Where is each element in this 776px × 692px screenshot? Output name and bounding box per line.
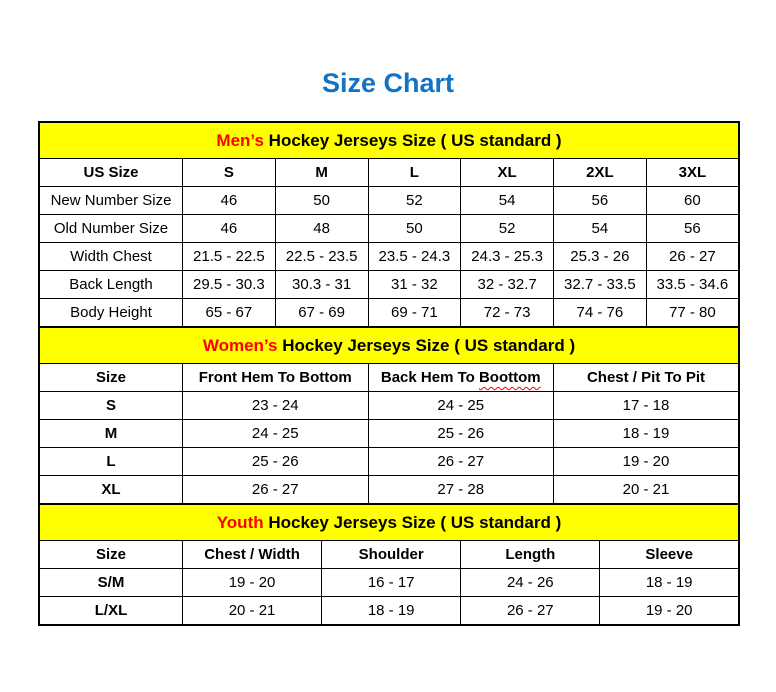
youth-column-header: Size [39,541,183,569]
size-cell: 26 - 27 [461,597,600,626]
youth-header-row [39,541,739,569]
size-cell: 18 - 19 [322,597,461,626]
mens-table-row [39,271,739,299]
youth-table-row [39,569,739,597]
size-cell: 24 - 26 [461,569,600,597]
mens-column-header: 2XL [554,159,647,187]
size-cell: 20 - 21 [554,476,740,505]
mens-heading-rest: Hockey Jerseys Size ( US standard ) [263,130,562,150]
womens-table-row [39,420,739,448]
size-cell: 32 - 32.7 [461,271,554,299]
youth-column-header: Shoulder [322,541,461,569]
youth-column-header: Chest / Width [183,541,322,569]
size-cell: 32.7 - 33.5 [554,271,647,299]
size-cell: 52 [461,215,554,243]
mens-size-table [38,121,740,328]
size-cell: 25 - 26 [183,448,369,476]
size-cell: 25.3 - 26 [554,243,647,271]
row-label: Body Height [39,299,183,328]
size-cell: 23.5 - 24.3 [368,243,461,271]
size-cell: 27 - 28 [368,476,554,505]
size-cell: 69 - 71 [368,299,461,328]
size-cell: 54 [461,187,554,215]
mens-section-heading [39,122,739,159]
mens-table-row [39,187,739,215]
size-cell: 21.5 - 22.5 [183,243,276,271]
mens-column-header: US Size [39,159,183,187]
back-hem-label: Back Hem To [380,369,475,386]
youth-column-header: Sleeve [600,541,739,569]
size-cell: 19 - 20 [183,569,322,597]
size-cell: 26 - 27 [183,476,369,505]
womens-column-header: Size [39,364,183,392]
row-label: Back Length [39,271,183,299]
size-cell: 25 - 26 [368,420,554,448]
row-label: XL [39,476,183,505]
size-cell: 22.5 - 23.5 [275,243,368,271]
size-cell: 31 - 32 [368,271,461,299]
size-cell: 26 - 27 [368,448,554,476]
size-cell: 50 [275,187,368,215]
youth-column-header: Length [461,541,600,569]
womens-header-row [39,364,739,392]
mens-table-row [39,299,739,328]
size-cell: 33.5 - 34.6 [646,271,739,299]
size-cell: 29.5 - 30.3 [183,271,276,299]
womens-section-band [39,327,739,364]
size-cell: 19 - 20 [554,448,740,476]
page-title: Size Chart [321,68,455,98]
row-label: Old Number Size [39,215,183,243]
womens-table-row [39,476,739,505]
row-label: S/M [39,569,183,597]
youth-section-heading [39,504,739,541]
womens-size-table [38,326,740,505]
size-cell: 48 [275,215,368,243]
size-cell: 60 [646,187,739,215]
womens-column-header-back-hem [368,364,554,392]
row-label: M [39,420,183,448]
mens-table-row [39,215,739,243]
size-cell: 77 - 80 [646,299,739,328]
size-chart-page [0,68,776,692]
mens-section-band [39,122,739,159]
size-cell: 23 - 24 [183,392,369,420]
size-cell: 72 - 73 [461,299,554,328]
size-cell: 52 [368,187,461,215]
youth-size-table [38,503,740,626]
size-cell: 46 [183,187,276,215]
size-cell: 67 - 69 [275,299,368,328]
mens-header-row [39,159,739,187]
row-label: New Number Size [39,187,183,215]
row-label: S [39,392,183,420]
misspelled-word: Boottom [478,369,541,386]
mens-column-header: L [368,159,461,187]
size-cell: 18 - 19 [600,569,739,597]
size-cell: 56 [554,187,647,215]
youth-heading-highlight: Youth [216,512,264,532]
womens-column-header: Front Hem To Bottom [183,364,369,392]
mens-column-header: XL [461,159,554,187]
size-cell: 46 [183,215,276,243]
youth-table-row [39,597,739,626]
womens-column-header: Chest / Pit To Pit [554,364,740,392]
womens-table-row [39,392,739,420]
mens-table-row [39,243,739,271]
row-label: Width Chest [39,243,183,271]
mens-column-header: M [275,159,368,187]
mens-heading-highlight: Men’s [216,130,264,150]
row-label: L [39,448,183,476]
womens-section-heading [39,327,739,364]
size-cell: 16 - 17 [322,569,461,597]
womens-heading-highlight: Women’s [202,335,278,355]
size-cell: 74 - 76 [554,299,647,328]
youth-section-band [39,504,739,541]
size-cell: 50 [368,215,461,243]
size-cell: 24.3 - 25.3 [461,243,554,271]
womens-heading-rest: Hockey Jerseys Size ( US standard ) [277,335,576,355]
size-cell: 18 - 19 [554,420,740,448]
size-cell: 17 - 18 [554,392,740,420]
size-cell: 24 - 25 [368,392,554,420]
mens-column-header: S [183,159,276,187]
womens-table-row [39,448,739,476]
size-cell: 19 - 20 [600,597,739,626]
size-cell: 56 [646,215,739,243]
youth-heading-rest: Hockey Jerseys Size ( US standard ) [263,512,562,532]
size-cell: 54 [554,215,647,243]
size-cell: 26 - 27 [646,243,739,271]
size-cell: 24 - 25 [183,420,369,448]
size-cell: 65 - 67 [183,299,276,328]
row-label: L/XL [39,597,183,626]
mens-column-header: 3XL [646,159,739,187]
size-cell: 30.3 - 31 [275,271,368,299]
size-cell: 20 - 21 [183,597,322,626]
